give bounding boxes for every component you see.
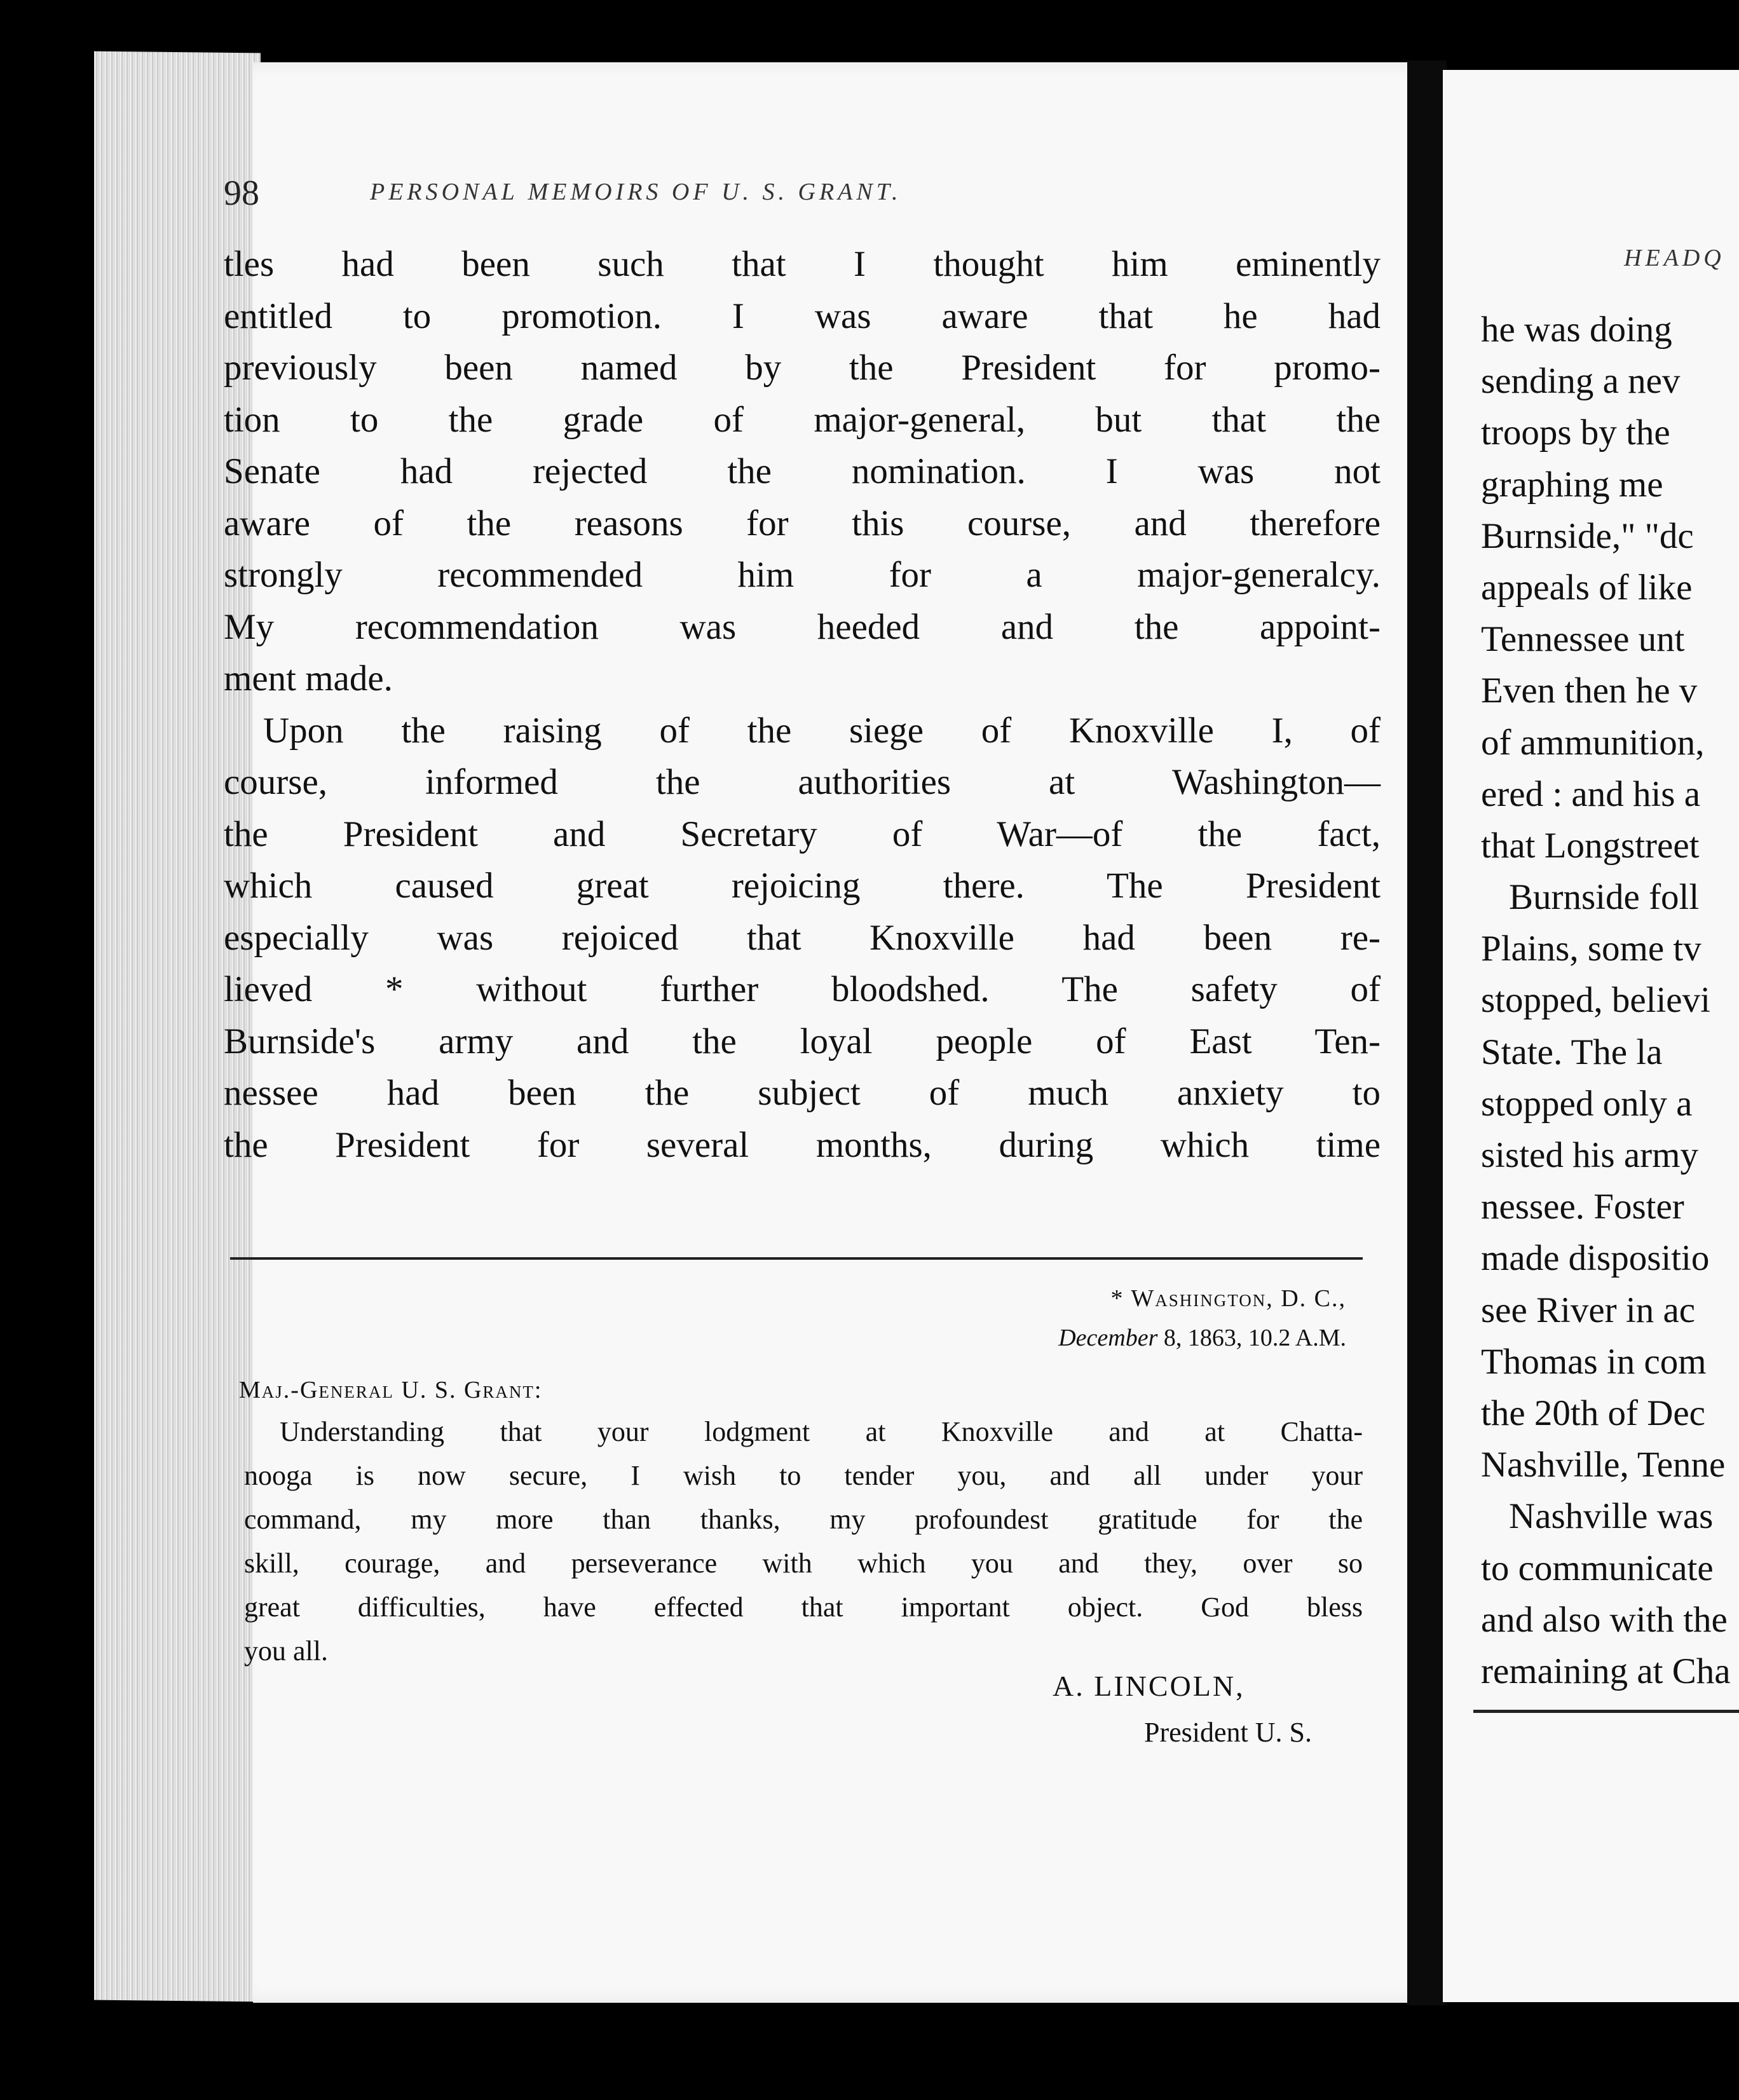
right-page-text [1481,304,1739,1697]
text-line: the President and Secretary of War—of the fact, [224,814,1381,854]
footnote-line: nooga is now secure, I wish to tender you, and all under your [244,1460,1363,1491]
right-text-line: troops by the [1481,412,1670,453]
footnote-signature: A. LINCOLN, [1053,1670,1245,1702]
text-line: lieved * without further bloodshed. The safety of [224,969,1381,1009]
right-text-line: Nashville, Tenne [1481,1445,1726,1485]
footnote-date-rest: 8, 1863, 10.2 A.M. [1163,1325,1346,1351]
right-text-line: appeals of like [1481,567,1693,608]
text-line: Senate had rejected the nomination. I was not [224,451,1381,491]
footnote-line: skill, courage, and perseverance with which you and they, over so [244,1548,1363,1579]
text-line: ment made. [224,658,393,699]
footnote-line: Understanding that your lodgment at Knoxville and at Chatta- [280,1416,1363,1447]
page-number: 98 [224,174,259,213]
text-line: Upon the raising of the siege of Knoxville I, of [263,710,1381,751]
text-line: the President for several months, during which time [224,1124,1381,1165]
text-line: entitled to promotion. I was aware that he had [224,296,1381,336]
right-text-line: stopped, believi [1481,980,1710,1021]
footnote-date [901,1318,1346,1358]
right-footnote-rule [1473,1710,1739,1713]
right-text-line: Plains, some tv [1481,929,1701,969]
right-text-line: Tennessee unt [1481,619,1685,660]
text-line: course, informed the authorities at Washington— [224,762,1381,802]
right-running-title: HEADQ [1624,245,1725,271]
text-line: Burnside's army and the loyal people of East Ten- [224,1021,1381,1061]
right-text-line: Burnside foll [1509,877,1700,918]
text-line: especially was rejoiced that Knoxville had been re- [224,917,1381,958]
right-text-line: sending a nev [1481,361,1681,402]
right-text-line: Thomas in com [1481,1341,1707,1382]
footnote-date-month: December [1058,1325,1158,1351]
right-text-line: ered : and his a [1481,774,1701,814]
footnote-dateline [901,1279,1346,1358]
text-line: which caused great rejoicing there. The President [224,866,1381,906]
text-line: nessee had been the subject of much anxiety to [224,1073,1381,1113]
right-text-line: the 20th of Dec [1481,1393,1705,1433]
right-text-line: Burnside," "dc [1481,515,1694,556]
running-title: PERSONAL MEMOIRS OF U. S. GRANT. [370,179,902,205]
text-line: strongly recommended him for a major-generalcy. [224,555,1381,595]
text-line: tles had been such that I thought him eminently [224,244,1381,284]
text-line: previously been named by the President for promo- [224,348,1381,388]
footnote-line: command, my more than thanks, my profoundest gratitude for the [244,1504,1363,1535]
text-line: My recommendation was heeded and the appoint- [224,606,1381,647]
footnote-line: you all. [244,1635,328,1667]
right-text-line: Nashville was [1509,1496,1714,1537]
right-text-line: made dispositio [1481,1238,1710,1279]
footnote-signature-title: President U. S. [1144,1717,1312,1748]
footnote-rule [230,1257,1363,1260]
right-text-line: Even then he v [1481,671,1698,711]
text-line: tion to the grade of major-general, but that the [224,399,1381,440]
book-gutter [1407,60,1447,2005]
footnote-line: great difficulties, have effected that important object. God bless [244,1592,1363,1623]
text-line: aware of the reasons for this course, and therefore [224,503,1381,543]
footnote-place: * Washington, D. C., [1110,1285,1346,1312]
right-text-line: to communicate [1481,1548,1714,1588]
right-text-line: remaining at Cha [1481,1651,1731,1691]
right-text-line: he was doing [1481,310,1672,350]
right-text-line: that Longstreet [1481,825,1700,866]
footnote-body [244,1410,1363,1673]
body-text [224,238,1381,1171]
right-text-line: nessee. Foster [1481,1187,1684,1227]
right-text-line: of ammunition, [1481,722,1705,763]
right-text-line: State. The la [1481,1032,1663,1072]
right-text-line: see River in ac [1481,1290,1696,1330]
right-text-line: stopped only a [1481,1083,1693,1124]
right-text-line: graphing me [1481,464,1663,505]
right-text-line: sisted his army [1481,1135,1698,1175]
right-text-line: and also with the [1481,1599,1728,1640]
footnote-salutation: Maj.-General U. S. Grant: [239,1377,543,1403]
